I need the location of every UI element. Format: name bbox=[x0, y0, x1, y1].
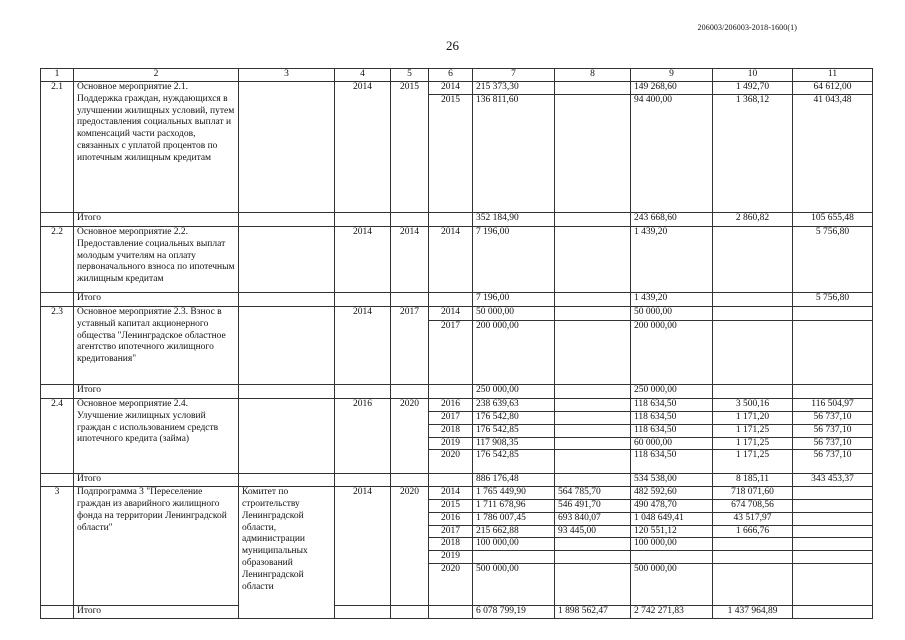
federal-amount bbox=[555, 551, 631, 564]
federal-amount: 546 491,70 bbox=[555, 499, 631, 512]
start-year: 2014 bbox=[335, 487, 391, 606]
local-amount bbox=[713, 385, 793, 399]
column-header: 11 bbox=[793, 69, 873, 82]
other-amount: 41 043,48 bbox=[793, 95, 873, 213]
federal-amount: 1 898 562,47 bbox=[555, 605, 631, 618]
regional-amount: 1 048 649,41 bbox=[631, 512, 713, 525]
total-row bbox=[41, 293, 873, 307]
empty-cell bbox=[391, 474, 429, 487]
regional-amount: 118 634,50 bbox=[631, 450, 713, 474]
local-amount: 1 171,25 bbox=[713, 437, 793, 450]
end-year: 2015 bbox=[391, 82, 429, 213]
total-amount: 176 542,80 bbox=[473, 412, 555, 425]
total-amount: 215 373,30 bbox=[473, 82, 555, 95]
year-cell: 2016 bbox=[429, 512, 473, 525]
regional-amount bbox=[631, 551, 713, 564]
federal-amount: 564 785,70 bbox=[555, 487, 631, 500]
end-year: 2020 bbox=[391, 487, 429, 606]
regional-amount: 118 634,50 bbox=[631, 424, 713, 437]
regional-amount: 2 742 271,83 bbox=[631, 605, 713, 618]
total-row bbox=[41, 605, 873, 618]
empty-cell bbox=[41, 385, 74, 399]
column-header: 7 bbox=[473, 69, 555, 82]
local-amount: 3 500,16 bbox=[713, 399, 793, 412]
empty-cell bbox=[239, 213, 335, 227]
total-amount: 886 176,48 bbox=[473, 474, 555, 487]
year-cell: 2014 bbox=[429, 307, 473, 321]
empty-cell bbox=[429, 385, 473, 399]
local-amount: 718 071,60 bbox=[713, 487, 793, 500]
other-amount: 5 756,80 bbox=[793, 293, 873, 307]
activity-name: Основное мероприятие 2.3. Взнос в уставный капитал акционерного общества "Ленинградское областное агентство ипотечного жилищного кредитования" bbox=[74, 307, 239, 385]
other-amount bbox=[793, 321, 873, 385]
local-amount: 1 437 964,89 bbox=[713, 605, 793, 618]
regional-amount: 534 538,00 bbox=[631, 474, 713, 487]
total-label: Итого bbox=[74, 605, 239, 618]
row-number: 2.2 bbox=[41, 227, 74, 293]
total-amount: 176 542,85 bbox=[473, 424, 555, 437]
column-header: 9 bbox=[631, 69, 713, 82]
budget-table bbox=[40, 68, 873, 619]
empty-cell bbox=[391, 605, 429, 618]
executor: Комитет по строительству Ленинградской области, администрации муниципальных образований Ленинградской области bbox=[239, 487, 335, 619]
local-amount bbox=[713, 227, 793, 293]
column-header: 2 bbox=[74, 69, 239, 82]
end-year: 2020 bbox=[391, 399, 429, 474]
empty-cell bbox=[391, 385, 429, 399]
regional-amount: 200 000,00 bbox=[631, 321, 713, 385]
local-amount: 43 517,97 bbox=[713, 512, 793, 525]
federal-amount bbox=[555, 293, 631, 307]
other-amount: 343 453,37 bbox=[793, 474, 873, 487]
local-amount bbox=[713, 538, 793, 551]
regional-amount: 120 551,12 bbox=[631, 525, 713, 538]
end-year: 2014 bbox=[391, 227, 429, 293]
local-amount: 1 666,76 bbox=[713, 525, 793, 538]
executor bbox=[239, 227, 335, 293]
year-cell: 2019 bbox=[429, 551, 473, 564]
federal-amount bbox=[555, 321, 631, 385]
column-header: 1 bbox=[41, 69, 74, 82]
other-amount bbox=[793, 551, 873, 564]
activity-name: Основное мероприятие 2.2. Предоставление социальных выплат молодым учителям на оплату первоначального взноса по ипотечным жилищным кредитам bbox=[74, 227, 239, 293]
year-cell: 2020 bbox=[429, 450, 473, 474]
total-label: Итого bbox=[74, 213, 239, 227]
column-header: 5 bbox=[391, 69, 429, 82]
page-number: 26 bbox=[446, 38, 459, 53]
total-amount bbox=[473, 551, 555, 564]
activity-name: Основное мероприятие 2.4. Улучшение жилищных условий граждан с использованием средств ипотечного кредита (займа) bbox=[74, 399, 239, 474]
total-row bbox=[41, 385, 873, 399]
local-amount bbox=[713, 307, 793, 321]
federal-amount bbox=[555, 424, 631, 437]
federal-amount bbox=[555, 399, 631, 412]
total-amount: 250 000,00 bbox=[473, 385, 555, 399]
total-row bbox=[41, 474, 873, 487]
total-amount: 50 000,00 bbox=[473, 307, 555, 321]
total-amount: 215 662,88 bbox=[473, 525, 555, 538]
other-amount bbox=[793, 307, 873, 321]
column-header: 4 bbox=[335, 69, 391, 82]
total-label: Итого bbox=[74, 293, 239, 307]
year-cell: 2017 bbox=[429, 525, 473, 538]
row-number: 3 bbox=[41, 487, 74, 606]
total-row bbox=[41, 213, 873, 227]
other-amount: 56 737,10 bbox=[793, 424, 873, 437]
header-row bbox=[41, 69, 873, 82]
year-cell: 2018 bbox=[429, 538, 473, 551]
other-amount: 56 737,10 bbox=[793, 450, 873, 474]
empty-cell bbox=[41, 605, 74, 618]
other-amount: 56 737,10 bbox=[793, 437, 873, 450]
table-row bbox=[41, 307, 873, 321]
other-amount: 56 737,10 bbox=[793, 412, 873, 425]
year-cell: 2019 bbox=[429, 437, 473, 450]
empty-cell bbox=[335, 605, 391, 618]
year-cell: 2014 bbox=[429, 82, 473, 95]
other-amount bbox=[793, 385, 873, 399]
regional-amount: 100 000,00 bbox=[631, 538, 713, 551]
other-amount: 64 612,00 bbox=[793, 82, 873, 95]
row-number: 2.1 bbox=[41, 82, 74, 213]
federal-amount bbox=[555, 474, 631, 487]
total-amount: 100 000,00 bbox=[473, 538, 555, 551]
empty-cell bbox=[429, 474, 473, 487]
start-year: 2014 bbox=[335, 82, 391, 213]
table-row bbox=[41, 82, 873, 95]
other-amount bbox=[793, 525, 873, 538]
other-amount bbox=[793, 499, 873, 512]
year-cell: 2016 bbox=[429, 399, 473, 412]
total-amount: 117 908,35 bbox=[473, 437, 555, 450]
regional-amount: 118 634,50 bbox=[631, 412, 713, 425]
other-amount bbox=[793, 487, 873, 500]
executor bbox=[239, 399, 335, 474]
federal-amount bbox=[555, 563, 631, 605]
regional-amount: 1 439,20 bbox=[631, 227, 713, 293]
other-amount bbox=[793, 605, 873, 618]
empty-cell bbox=[429, 605, 473, 618]
empty-cell bbox=[391, 213, 429, 227]
total-amount: 1 711 678,96 bbox=[473, 499, 555, 512]
regional-amount: 149 268,60 bbox=[631, 82, 713, 95]
total-amount: 176 542,85 bbox=[473, 450, 555, 474]
local-amount: 1 492,70 bbox=[713, 82, 793, 95]
local-amount bbox=[713, 321, 793, 385]
regional-amount: 490 478,70 bbox=[631, 499, 713, 512]
empty-cell bbox=[335, 474, 391, 487]
regional-amount: 118 634,50 bbox=[631, 399, 713, 412]
other-amount: 116 504,97 bbox=[793, 399, 873, 412]
year-cell: 2017 bbox=[429, 412, 473, 425]
federal-amount bbox=[555, 227, 631, 293]
federal-amount bbox=[555, 437, 631, 450]
regional-amount: 94 400,00 bbox=[631, 95, 713, 213]
activity-name: Подпрограмма 3 "Переселение граждан из аварийного жилищного фонда на территории Ленинградской области" bbox=[74, 487, 239, 606]
column-header: 3 bbox=[239, 69, 335, 82]
column-header: 6 bbox=[429, 69, 473, 82]
federal-amount bbox=[555, 450, 631, 474]
local-amount: 674 708,56 bbox=[713, 499, 793, 512]
total-amount: 500 000,00 bbox=[473, 563, 555, 605]
executor bbox=[239, 307, 335, 385]
year-cell: 2014 bbox=[429, 227, 473, 293]
end-year: 2017 bbox=[391, 307, 429, 385]
federal-amount bbox=[555, 385, 631, 399]
local-amount: 1 171,25 bbox=[713, 450, 793, 474]
start-year: 2014 bbox=[335, 227, 391, 293]
regional-amount: 250 000,00 bbox=[631, 385, 713, 399]
start-year: 2016 bbox=[335, 399, 391, 474]
year-cell: 2014 bbox=[429, 487, 473, 500]
total-amount: 7 196,00 bbox=[473, 227, 555, 293]
local-amount: 1 171,20 bbox=[713, 412, 793, 425]
start-year: 2014 bbox=[335, 307, 391, 385]
local-amount: 1 171,25 bbox=[713, 424, 793, 437]
total-amount: 1 786 007,45 bbox=[473, 512, 555, 525]
total-amount: 7 196,00 bbox=[473, 293, 555, 307]
empty-cell bbox=[41, 293, 74, 307]
total-amount: 6 078 799,19 bbox=[473, 605, 555, 618]
other-amount: 5 756,80 bbox=[793, 227, 873, 293]
empty-cell bbox=[335, 213, 391, 227]
federal-amount: 693 840,07 bbox=[555, 512, 631, 525]
table-row bbox=[41, 227, 873, 293]
other-amount bbox=[793, 512, 873, 525]
year-cell: 2015 bbox=[429, 499, 473, 512]
empty-cell bbox=[41, 474, 74, 487]
federal-amount bbox=[555, 82, 631, 95]
local-amount bbox=[713, 293, 793, 307]
total-label: Итого bbox=[74, 385, 239, 399]
local-amount bbox=[713, 551, 793, 564]
other-amount bbox=[793, 538, 873, 551]
empty-cell bbox=[41, 213, 74, 227]
other-amount: 105 655,48 bbox=[793, 213, 873, 227]
empty-cell bbox=[429, 213, 473, 227]
year-cell: 2015 bbox=[429, 95, 473, 213]
year-cell: 2020 bbox=[429, 563, 473, 605]
column-header: 8 bbox=[555, 69, 631, 82]
federal-amount: 93 445,00 bbox=[555, 525, 631, 538]
local-amount: 8 185,11 bbox=[713, 474, 793, 487]
total-amount: 238 639,63 bbox=[473, 399, 555, 412]
executor bbox=[239, 82, 335, 213]
document-code: 206003/206003-2018-1600(1) bbox=[697, 23, 797, 32]
empty-cell bbox=[239, 474, 335, 487]
federal-amount bbox=[555, 412, 631, 425]
local-amount: 1 368,12 bbox=[713, 95, 793, 213]
empty-cell bbox=[239, 385, 335, 399]
table-row bbox=[41, 399, 873, 412]
empty-cell bbox=[429, 293, 473, 307]
regional-amount: 1 439,20 bbox=[631, 293, 713, 307]
column-header: 10 bbox=[713, 69, 793, 82]
empty-cell bbox=[239, 293, 335, 307]
empty-cell bbox=[335, 293, 391, 307]
local-amount bbox=[713, 563, 793, 605]
regional-amount: 482 592,60 bbox=[631, 487, 713, 500]
total-label: Итого bbox=[74, 474, 239, 487]
federal-amount bbox=[555, 213, 631, 227]
regional-amount: 50 000,00 bbox=[631, 307, 713, 321]
table-row bbox=[41, 487, 873, 500]
row-number: 2.3 bbox=[41, 307, 74, 385]
federal-amount bbox=[555, 538, 631, 551]
local-amount: 2 860,82 bbox=[713, 213, 793, 227]
activity-name: Основное мероприятие 2.1. Поддержка граждан, нуждающихся в улучшении жилищных условий, путем предоставления социальных выплат и компенсаций части расходов, связанных с уплатой процентов по ипотечным жилищным кредитам bbox=[74, 82, 239, 213]
total-amount: 352 184,90 bbox=[473, 213, 555, 227]
total-amount: 136 811,60 bbox=[473, 95, 555, 213]
regional-amount: 60 000,00 bbox=[631, 437, 713, 450]
year-cell: 2017 bbox=[429, 321, 473, 385]
other-amount bbox=[793, 563, 873, 605]
total-amount: 1 765 449,90 bbox=[473, 487, 555, 500]
row-number: 2.4 bbox=[41, 399, 74, 474]
year-cell: 2018 bbox=[429, 424, 473, 437]
regional-amount: 500 000,00 bbox=[631, 563, 713, 605]
regional-amount: 243 668,60 bbox=[631, 213, 713, 227]
federal-amount bbox=[555, 307, 631, 321]
empty-cell bbox=[335, 385, 391, 399]
federal-amount bbox=[555, 95, 631, 213]
total-amount: 200 000,00 bbox=[473, 321, 555, 385]
empty-cell bbox=[391, 293, 429, 307]
